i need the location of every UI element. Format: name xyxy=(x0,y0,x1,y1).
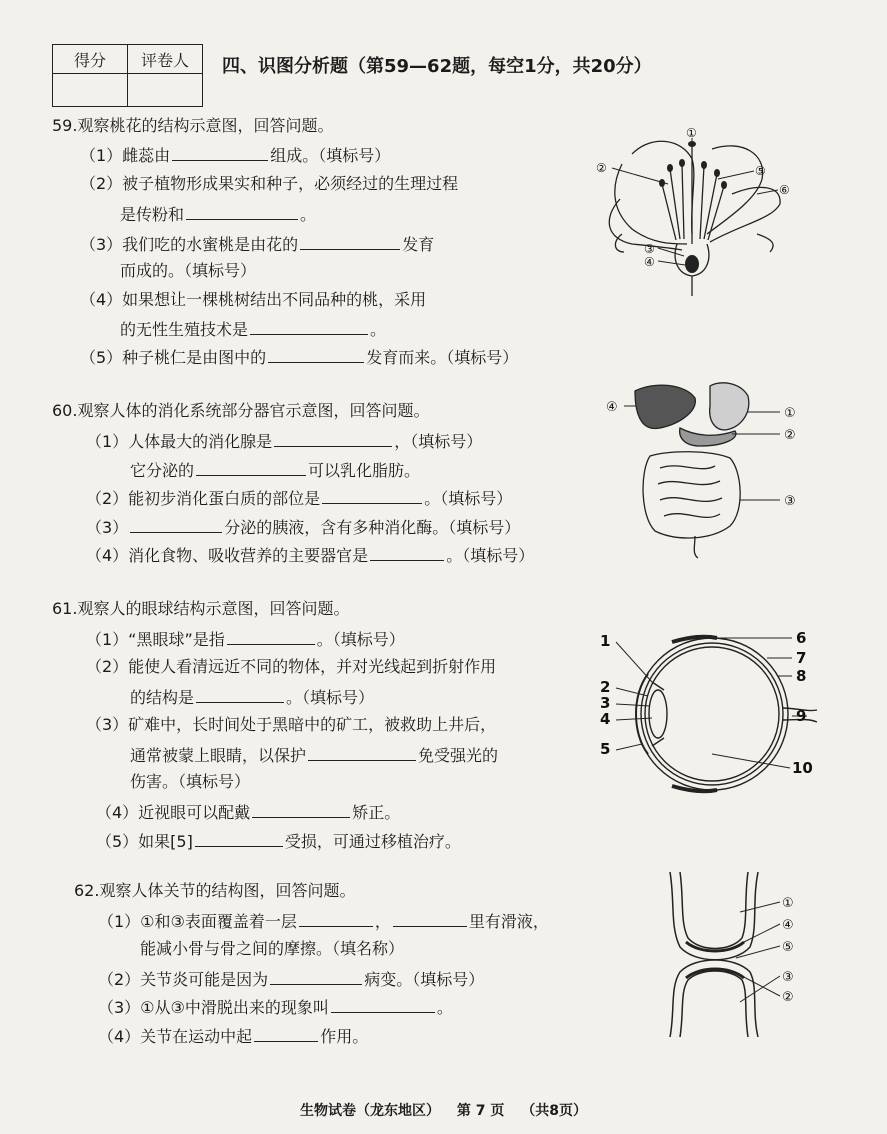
label-10: 10 xyxy=(792,759,813,777)
joint-diagram xyxy=(640,872,810,1040)
q59-s5a: （5）种子桃仁是由图中的 xyxy=(80,348,267,367)
answer-blank[interactable] xyxy=(300,235,400,250)
label-5: 5 xyxy=(600,740,611,758)
label-2: ② xyxy=(784,428,796,443)
humerus-head xyxy=(680,872,748,949)
section-title: 四、识图分析题（第59—62题，每空1分，共20分） xyxy=(222,56,652,77)
large-intestine xyxy=(643,452,740,538)
q60-line3 xyxy=(86,518,520,536)
grader-cell xyxy=(128,74,203,107)
q59-line4b xyxy=(120,320,386,338)
q59-s4a: （4）如果想让一棵桃树结出不同品种的桃，采用 xyxy=(80,290,427,309)
filament xyxy=(700,166,704,239)
answer-blank[interactable] xyxy=(254,1027,318,1042)
q62-s2a: （2）关节炎可能是因为 xyxy=(98,970,269,989)
anther xyxy=(667,164,673,172)
q59-title: 59.观察桃花的结构示意图，回答问题。 xyxy=(52,116,334,135)
q61-line2b xyxy=(130,688,374,706)
label-2: 2 xyxy=(600,678,611,696)
label-1: 1 xyxy=(600,632,611,650)
q61-s3d: 伤害。（填标号） xyxy=(130,772,251,791)
q60-title: 60.观察人体的消化系统部分器官示意图，回答问题。 xyxy=(52,401,430,420)
sepal-right xyxy=(757,234,773,252)
q60-s2a: （2）能初步消化蛋白质的部位是 xyxy=(86,489,321,508)
q62-s1d: 能减小骨与骨之间的摩擦。（填名称） xyxy=(140,939,405,958)
q62-s4a: （4）关节在运动中起 xyxy=(98,1027,253,1046)
digestive-system-diagram xyxy=(600,376,800,561)
liver xyxy=(635,385,695,428)
leader-line xyxy=(742,976,780,996)
q59-s3a: （3）我们吃的水蜜桃是由花的 xyxy=(80,235,299,254)
label-6: ⑥ xyxy=(779,183,790,197)
leader-line xyxy=(658,261,685,265)
q62-s1a: （1）①和③表面覆盖着一层 xyxy=(98,912,297,931)
label-4: ④ xyxy=(644,255,655,269)
q60-line1 xyxy=(86,432,482,450)
q60-s3a: （3） xyxy=(86,518,129,537)
label-1: ① xyxy=(784,406,796,421)
q60-s1d: 可以乳化脂肪。 xyxy=(308,461,421,480)
q61-s5b: 受损，可通过移植治疗。 xyxy=(284,832,461,851)
label-4: ④ xyxy=(606,400,618,415)
q61-line4 xyxy=(96,803,400,821)
q62-title: 62.观察人体关节的结构图，回答问题。 xyxy=(74,881,356,900)
petal-right xyxy=(707,146,763,234)
q60-s4a: （4）消化食物、吸收营养的主要器官是 xyxy=(86,546,369,565)
q61-s3b: 通常被蒙上眼睛，以保护 xyxy=(130,746,307,765)
q62-line1 xyxy=(98,912,549,930)
q59-s2c: 。 xyxy=(300,205,317,224)
leader-line xyxy=(736,946,780,958)
q62-s2b: 病变。（填标号） xyxy=(364,970,485,989)
q59-s5b: 发育而来。（填标号） xyxy=(366,348,519,367)
q61-s4b: 矫正。 xyxy=(352,803,401,822)
score-cell xyxy=(53,74,128,107)
anther xyxy=(714,169,720,177)
q60-s4b: 。（填标号） xyxy=(446,546,535,565)
q59-s1b: 组成。（填标号） xyxy=(270,146,391,165)
answer-blank[interactable] xyxy=(130,518,222,533)
q61-s5a: （5）如果[5] xyxy=(96,832,193,851)
label-3: ③ xyxy=(782,970,794,985)
lens xyxy=(649,690,667,738)
q62-s4b: 作用。 xyxy=(320,1027,369,1046)
leader-line xyxy=(616,718,652,720)
q62-s1c: 里有滑液， xyxy=(468,912,549,931)
q61-s1a: （1）“黑眼球”是指 xyxy=(86,630,225,649)
answer-blank[interactable] xyxy=(196,688,284,703)
answer-blank[interactable] xyxy=(322,489,422,504)
filament xyxy=(704,174,717,239)
anther xyxy=(721,181,727,189)
answer-blank[interactable] xyxy=(274,432,392,447)
footer-page: 第 7 页 xyxy=(456,1103,505,1119)
label-4: 4 xyxy=(600,710,611,728)
answer-blank[interactable] xyxy=(270,970,362,985)
q60-line2 xyxy=(86,489,512,507)
q61-s2a: （2）能使人看清远近不同的物体，并对光线起到折射作用 xyxy=(86,657,497,676)
anther xyxy=(679,159,685,167)
small-intestine xyxy=(658,466,722,518)
page-footer xyxy=(0,1100,887,1120)
q62-s3a: （3）①从③中滑脱出来的现象叫 xyxy=(98,998,329,1017)
score-label: 得分 xyxy=(53,45,128,74)
answer-blank[interactable] xyxy=(299,912,373,927)
q60-line4 xyxy=(86,546,534,564)
q60-s1a: （1）人体最大的消化腺是 xyxy=(86,432,273,451)
q61-line5 xyxy=(96,832,461,850)
label-2: ② xyxy=(782,990,794,1005)
eyeball-diagram xyxy=(592,624,822,814)
q62-line2 xyxy=(98,970,484,988)
label-3: ③ xyxy=(784,494,796,509)
leader-line xyxy=(612,168,668,184)
q59-s4c: 。 xyxy=(370,320,387,339)
label-5: ⑤ xyxy=(782,940,794,955)
q59-line2b xyxy=(120,205,316,223)
label-7: 7 xyxy=(796,649,807,667)
answer-blank[interactable] xyxy=(227,630,315,645)
lower-bone xyxy=(680,971,748,1037)
answer-blank[interactable] xyxy=(331,998,435,1013)
leader-line xyxy=(757,190,778,194)
q59-s1a: （1）雌蕊由 xyxy=(80,146,171,165)
leader-line xyxy=(718,171,754,179)
leader-line xyxy=(744,924,780,942)
q62-line3 xyxy=(98,998,453,1016)
label-3: 3 xyxy=(600,694,611,712)
q61-s4a: （4）近视眼可以配戴 xyxy=(96,803,251,822)
leader-line xyxy=(712,754,790,768)
q59-line1 xyxy=(80,146,390,164)
answer-blank[interactable] xyxy=(195,832,283,847)
anther xyxy=(701,161,707,169)
leader-line xyxy=(616,642,652,682)
label-2: ② xyxy=(596,161,607,175)
choroid xyxy=(641,643,783,785)
label-9: 9 xyxy=(796,707,807,725)
q59-line5 xyxy=(80,348,518,366)
peach-flower-diagram xyxy=(592,124,802,299)
q59-s2b: 是传粉和 xyxy=(120,205,185,224)
footer-total: （共8页） xyxy=(521,1103,587,1119)
q60-s2b: 。（填标号） xyxy=(424,489,513,508)
q59-line3 xyxy=(80,235,434,253)
q59-s3b: 发育 xyxy=(402,235,435,254)
articular-cartilage-bottom xyxy=(686,969,744,978)
answer-blank[interactable] xyxy=(308,746,416,761)
label-1: ① xyxy=(686,126,697,140)
answer-blank[interactable] xyxy=(268,348,364,363)
retina xyxy=(645,647,779,781)
pancreas xyxy=(680,428,736,446)
sclera xyxy=(636,638,788,790)
score-table xyxy=(52,44,203,107)
label-8: 8 xyxy=(796,667,807,685)
stomach xyxy=(710,383,749,430)
q61-line1 xyxy=(86,630,405,648)
filament xyxy=(670,169,680,239)
leader-line xyxy=(616,744,642,750)
answer-blank[interactable] xyxy=(370,546,444,561)
q60-s3b: 分泌的胰液，含有多种消化酶。（填标号） xyxy=(224,518,521,537)
label-5: ⑤ xyxy=(755,164,766,178)
label-6: 6 xyxy=(796,629,807,647)
footer-title: 生物试卷（龙东地区） xyxy=(300,1103,440,1119)
answer-blank[interactable] xyxy=(252,803,350,818)
q60-s1c: 它分泌的 xyxy=(130,461,195,480)
leader-line xyxy=(616,704,650,706)
sepal-left xyxy=(615,234,624,252)
q60-s1b: ，（填标号） xyxy=(394,432,483,451)
q60-line1b xyxy=(130,461,420,479)
leader-line xyxy=(616,688,648,696)
q61-s3c: 免受强光的 xyxy=(418,746,499,765)
grader-label: 评卷人 xyxy=(128,45,203,74)
q62-s1b: ， xyxy=(374,912,391,931)
q62-line4 xyxy=(98,1027,368,1045)
answer-blank[interactable] xyxy=(172,146,268,161)
answer-blank[interactable] xyxy=(250,320,368,335)
q59-s3c: 而成的。（填标号） xyxy=(120,261,257,280)
q61-s1b: 。（填标号） xyxy=(316,630,405,649)
label-4: ④ xyxy=(782,918,794,933)
q61-s2b: 的结构是 xyxy=(130,688,195,707)
label-1: ① xyxy=(782,896,794,911)
q62-s3b: 。 xyxy=(436,998,453,1017)
answer-blank[interactable] xyxy=(186,205,298,220)
filament xyxy=(682,164,684,239)
q61-s2c: 。（填标号） xyxy=(286,688,375,707)
q59-s2a: （2）被子植物形成果实和种子，必须经过的生理过程 xyxy=(80,174,459,193)
petal-left xyxy=(615,164,687,244)
label-3: ③ xyxy=(644,242,655,256)
ovule xyxy=(685,255,699,273)
q59-s4b: 的无性生殖技术是 xyxy=(120,320,249,339)
answer-blank[interactable] xyxy=(196,461,306,476)
filament xyxy=(708,186,724,240)
q61-title: 61.观察人的眼球结构示意图，回答问题。 xyxy=(52,599,350,618)
answer-blank[interactable] xyxy=(393,912,467,927)
q61-line3b xyxy=(130,746,498,764)
rectum xyxy=(694,536,698,558)
q61-s3a: （3）矿难中，长时间处于黑暗中的矿工，被救助上井后， xyxy=(86,715,497,734)
leader-line xyxy=(740,976,780,1002)
